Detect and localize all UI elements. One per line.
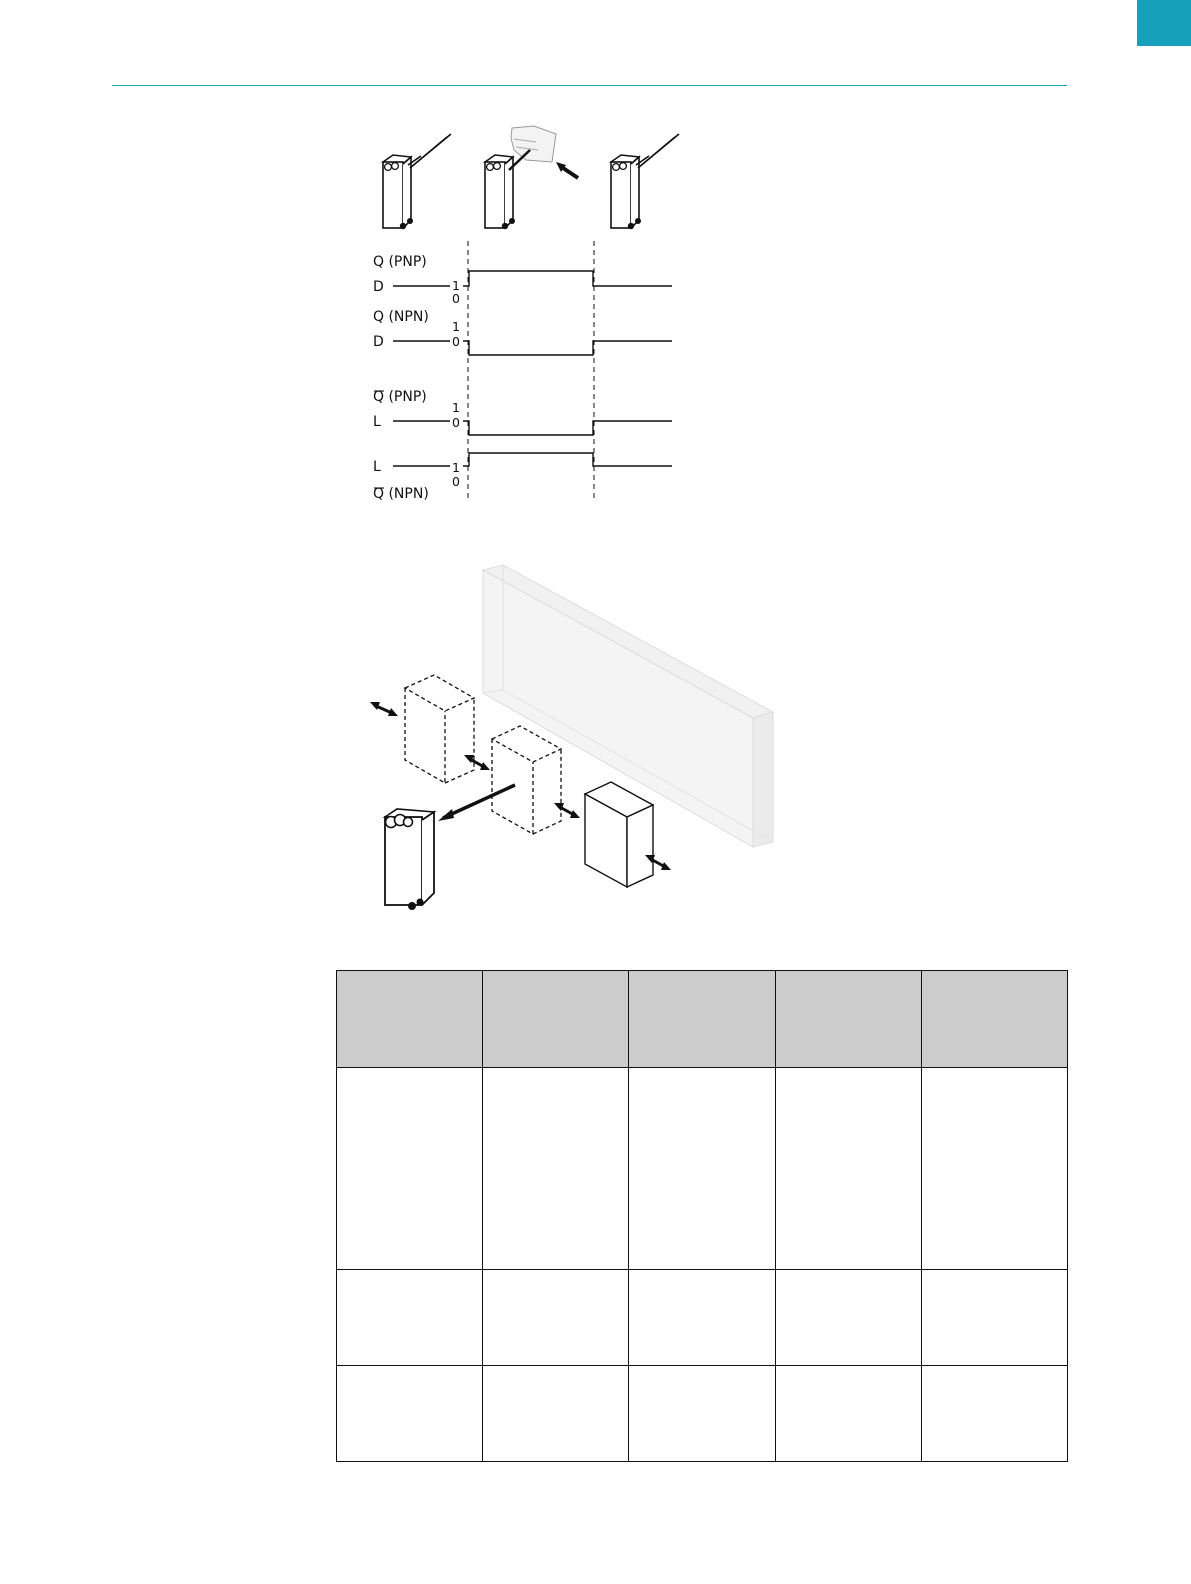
- double-arrow-icon: [370, 702, 398, 716]
- table-cell: [921, 1068, 1067, 1270]
- table-header-cell: [775, 971, 921, 1068]
- level-1: 1: [452, 400, 460, 415]
- level-0: 0: [452, 334, 460, 349]
- object-position-mid: [492, 726, 561, 834]
- table-cell: [921, 1366, 1067, 1462]
- data-table: [336, 970, 1068, 1462]
- waveform-q-pnp: [393, 271, 672, 286]
- table-cell: [775, 1270, 921, 1366]
- waveform-qbar-npn: [393, 453, 672, 466]
- table-cell: [483, 1068, 629, 1270]
- signal-label-l: L: [373, 459, 381, 475]
- table-cell: [629, 1068, 775, 1270]
- waveform-qbar-pnp: [393, 421, 672, 435]
- table-cell: [337, 1270, 483, 1366]
- sensor-icon: [385, 809, 434, 910]
- sensor-icon: [611, 134, 679, 229]
- table-cell: [775, 1068, 921, 1270]
- object-position-near: [585, 782, 653, 887]
- table-cell: [483, 1366, 629, 1462]
- table-cell: [337, 1068, 483, 1270]
- signal-label-q-pnp: Q (PNP): [373, 254, 427, 270]
- table-cell: [337, 1366, 483, 1462]
- table-cell: [629, 1270, 775, 1366]
- table-row: [337, 1366, 1068, 1462]
- level-0: 0: [452, 415, 460, 430]
- sensor-icon: [383, 134, 451, 229]
- table-cell: [629, 1366, 775, 1462]
- object-position-far: [405, 675, 474, 783]
- level-1: 1: [452, 460, 460, 475]
- table-header-cell: [337, 971, 483, 1068]
- light-beam: [438, 785, 515, 821]
- level-1: 1: [452, 278, 460, 293]
- table-cell: [921, 1270, 1067, 1366]
- chapter-tab: [1137, 0, 1191, 46]
- switching-timing-diagram: [355, 120, 690, 510]
- table-row: [337, 1068, 1068, 1270]
- waveform-q-npn: [393, 341, 672, 355]
- signal-label-d: D: [373, 279, 384, 295]
- double-arrow-icon: [554, 803, 580, 818]
- signal-label-d: D: [373, 334, 384, 350]
- header-rule: [112, 85, 1067, 86]
- table-cell: [483, 1270, 629, 1366]
- sensor-background-illustration: [355, 560, 795, 925]
- table-header-row: [337, 971, 1068, 1068]
- level-0: 0: [452, 474, 460, 489]
- table-header-cell: [921, 971, 1067, 1068]
- signal-label-q-npn: Q (NPN): [373, 309, 429, 325]
- signal-label-qbar-pnp: Q (PNP): [373, 389, 427, 405]
- table-cell: [775, 1366, 921, 1462]
- level-0: 0: [452, 291, 460, 306]
- double-arrow-icon: [464, 755, 490, 770]
- signal-label-l: L: [373, 414, 381, 430]
- table-header-cell: [483, 971, 629, 1068]
- signal-label-qbar-npn: Q (NPN): [373, 486, 429, 502]
- table-row: [337, 1270, 1068, 1366]
- level-1: 1: [452, 319, 460, 334]
- table-header-cell: [629, 971, 775, 1068]
- sensor-icon: [485, 126, 578, 229]
